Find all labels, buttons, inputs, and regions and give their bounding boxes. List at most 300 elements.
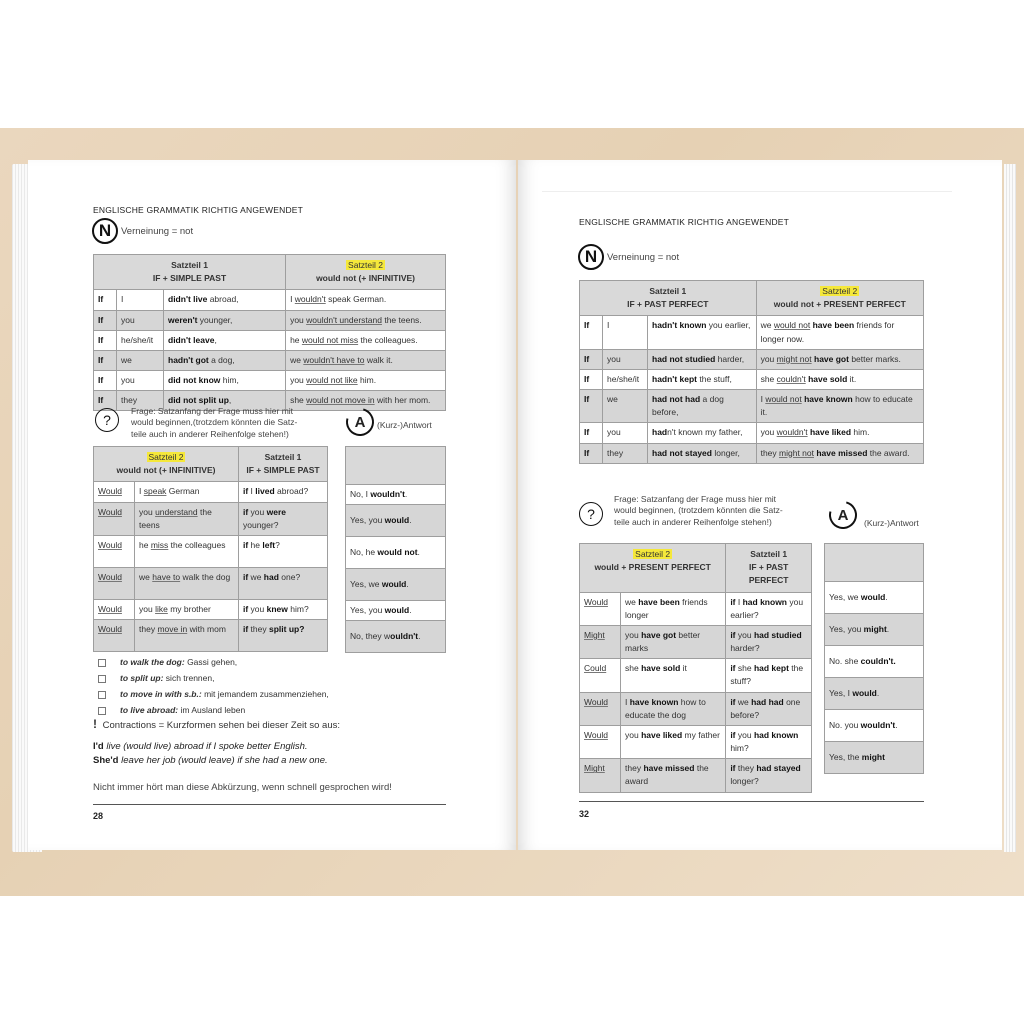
modal-cell	[580, 725, 621, 758]
note-line: would beginnen, (trotzdem könnten die Satz-	[614, 505, 783, 516]
right-negation-table	[579, 280, 924, 464]
modal: might not	[779, 447, 814, 458]
answer-end: .	[418, 631, 421, 642]
rest: the teens.	[381, 314, 422, 325]
main-clause-cell	[621, 592, 726, 625]
rest: younger,	[197, 314, 233, 325]
answer-end: .	[404, 489, 408, 499]
satzteil-2-header	[580, 544, 726, 593]
subject: they	[760, 447, 780, 458]
vocab-definition: mit jemandem zusammenziehen,	[201, 689, 329, 700]
header-subtitle: would not (+ INFINITIVE)	[316, 273, 415, 284]
if-cell	[580, 369, 603, 389]
answer-cell	[825, 742, 924, 774]
table-row	[580, 759, 812, 792]
main-clause-cell	[621, 759, 726, 792]
footer-rule	[579, 801, 924, 802]
satzteil-2-header	[756, 281, 923, 316]
rest: how to educate the dog	[625, 696, 706, 720]
table-row	[580, 725, 812, 758]
verb: had known	[742, 596, 787, 607]
negation-row	[578, 244, 679, 270]
subject: you	[290, 314, 307, 325]
verb: had	[263, 571, 279, 582]
rest: longer,	[711, 447, 740, 458]
rest: friends longer	[625, 596, 708, 620]
right-page	[518, 160, 1002, 850]
negation-n-icon: N	[92, 218, 118, 244]
modal-cell	[94, 535, 135, 567]
modal: Would	[584, 729, 608, 740]
answer-row	[346, 485, 446, 505]
header-subtitle: IF + SIMPLE PAST	[152, 273, 227, 284]
question-icon: ?	[579, 502, 603, 526]
pronoun: they	[607, 447, 624, 458]
left-negation-table	[93, 254, 446, 411]
subject: you	[760, 427, 777, 438]
table-row	[94, 330, 446, 350]
main-clause-cell	[286, 290, 446, 310]
rest: with mom	[187, 624, 226, 635]
subject: I	[625, 696, 630, 707]
main-clause-cell	[756, 390, 923, 423]
rest: harder,	[715, 353, 745, 364]
verb: have sold	[641, 663, 681, 674]
verb: knew	[266, 603, 288, 614]
modal: would not move in	[306, 395, 375, 406]
if-word: If	[98, 314, 104, 325]
bullet-box-icon	[98, 659, 106, 667]
main-clause-cell	[286, 350, 446, 370]
pronoun-cell	[117, 371, 164, 391]
if-clause-cell	[164, 350, 286, 370]
answer-verb: might	[863, 623, 887, 634]
if-clause-cell	[238, 482, 327, 502]
table-row	[94, 535, 328, 567]
rest: it.	[847, 373, 857, 384]
subject: we	[760, 320, 774, 331]
running-head: ENGLISCHE GRAMMATIK RICHTIG ANGEWENDET	[93, 205, 304, 215]
answer-cell	[346, 485, 446, 505]
verb: had known	[753, 729, 799, 740]
answer-end: .	[417, 547, 420, 558]
verb: speak	[143, 486, 167, 497]
pronoun-cell	[603, 443, 648, 463]
if-cell	[94, 310, 117, 330]
answer-row	[346, 537, 446, 569]
if-cell	[94, 290, 117, 310]
contractions-line	[93, 717, 340, 731]
perfect-verb: have sold	[808, 373, 848, 384]
if-word: If	[98, 354, 104, 365]
verb: understand	[155, 506, 198, 517]
if-word: if	[730, 596, 736, 607]
question-note	[614, 494, 783, 528]
header-title: Satzteil 1	[264, 452, 302, 462]
rest: my father	[682, 729, 720, 740]
answer-verb: wouldn't	[370, 489, 405, 499]
rest: the teens	[139, 506, 212, 530]
main-clause-cell	[756, 369, 923, 389]
main-clause-cell	[756, 349, 923, 369]
modal: Would	[98, 571, 122, 582]
contractions-text: Contractions = Kurzformen sehen bei dieser Zeit so aus:	[102, 720, 340, 731]
footer-rule	[93, 804, 446, 805]
if-clause-cell	[726, 659, 812, 692]
subject: you	[290, 375, 307, 386]
if-clause-cell	[164, 310, 286, 330]
if-clause-cell	[726, 592, 812, 625]
if-word: If	[584, 373, 590, 384]
if-clause-cell	[648, 443, 757, 463]
question-note	[131, 406, 297, 440]
vocab-definition: Gassi gehen,	[184, 657, 238, 667]
header-title: Satzteil 1	[171, 260, 208, 270]
subject: we	[625, 596, 639, 607]
subject: you	[625, 729, 642, 740]
left-answer-table	[345, 446, 446, 653]
table-row	[580, 692, 812, 725]
header-subtitle: would not + PRESENT PERFECT	[773, 299, 906, 310]
note-text: Nicht immer hört man diese Abkürzung, wenn schnell gesprochen wird!	[93, 782, 392, 793]
subject: you	[760, 353, 777, 364]
main-clause-cell	[286, 371, 446, 391]
bullet-box-icon	[98, 675, 106, 683]
subject: I	[139, 486, 144, 497]
rest: him?	[287, 603, 309, 614]
header-subtitle: IF + PAST PERFECT	[748, 562, 789, 586]
verb: had not had	[652, 394, 701, 405]
subject: we	[290, 354, 304, 365]
negation-row	[92, 218, 193, 244]
modal: Would	[98, 539, 122, 550]
rest: the stuff,	[697, 373, 732, 384]
rest: n't known my father,	[667, 427, 743, 438]
verb: had kept	[753, 663, 789, 674]
if-cell	[580, 349, 603, 369]
pronoun: you	[121, 375, 135, 386]
answer-cell	[825, 582, 924, 614]
verb: didn't live	[168, 294, 208, 305]
if-word: if	[242, 571, 249, 582]
if-word: if	[242, 624, 249, 635]
vocab-item	[98, 686, 329, 702]
answer-cell	[825, 614, 924, 646]
if-word: If	[584, 427, 590, 438]
if-cell	[94, 350, 117, 370]
if-cell	[580, 423, 603, 443]
answer-label: (Kurz-)Antwort	[864, 518, 919, 528]
subject: you	[248, 603, 267, 614]
answer-icon-wrap	[829, 501, 857, 529]
running-head: ENGLISCHE GRAMMATIK RICHTIG ANGEWENDET	[579, 217, 790, 227]
vocab-definition: im Ausland leben	[178, 705, 246, 716]
left-page	[28, 160, 516, 850]
answer-verb: might	[861, 751, 885, 762]
if-clause-cell	[648, 423, 757, 443]
answer-start: No, he	[350, 547, 378, 558]
verb: had stayed	[756, 763, 801, 774]
verb: had	[652, 427, 668, 438]
exclamation-icon: !	[93, 717, 97, 731]
page-number: 32	[579, 809, 590, 819]
header-subtitle: IF + SIMPLE PAST	[246, 465, 320, 476]
if-word: if	[730, 729, 736, 740]
subject: they	[735, 763, 757, 774]
table-row	[580, 592, 812, 625]
header-title: Satzteil 1	[750, 549, 788, 559]
main-clause-cell	[756, 443, 923, 463]
answer-verb: wouldn't	[860, 719, 896, 730]
if-clause-cell	[648, 349, 757, 369]
subject: you	[735, 729, 754, 740]
rest: the award.	[867, 447, 910, 458]
page-number: 28	[93, 811, 104, 821]
verb: have to	[152, 571, 181, 582]
if-word: if	[730, 629, 736, 640]
pronoun-cell	[117, 290, 164, 310]
rest: the colleagues	[168, 539, 226, 550]
main-clause-cell	[135, 502, 239, 535]
rest: with her mom.	[374, 395, 431, 406]
main-clause-cell	[621, 625, 726, 658]
answer-letter: A	[354, 413, 366, 431]
answer-end: .	[886, 623, 890, 634]
modal: Might	[584, 763, 605, 774]
if-clause-cell	[238, 567, 327, 599]
rest: it	[680, 663, 687, 674]
answer-start: Yes, you	[829, 623, 864, 634]
perfect-verb: have missed	[816, 447, 868, 458]
rest: walk it.	[364, 354, 393, 365]
main-clause-cell	[135, 482, 239, 502]
modal-cell	[580, 692, 621, 725]
if-cell	[580, 443, 603, 463]
vocab-term: to split up:	[120, 673, 164, 684]
negation-label: Verneinung = not	[607, 251, 680, 263]
negation-n-icon: N	[578, 244, 604, 270]
if-clause-cell	[726, 692, 812, 725]
verb: hadn't kept	[652, 373, 697, 384]
answer-cell	[825, 710, 924, 742]
verb: have been	[638, 596, 680, 607]
example-2	[93, 754, 328, 768]
subject: they	[248, 624, 269, 635]
answer-cell	[346, 569, 446, 601]
answer-cell	[346, 601, 446, 621]
answer-end: .	[409, 515, 412, 526]
modal: would not	[773, 320, 811, 331]
answer-start: Yes, the	[829, 751, 862, 762]
pronoun: they	[121, 395, 138, 406]
answer-end: .	[409, 605, 412, 616]
answer-row	[346, 601, 446, 621]
answer-start: No, they w	[350, 631, 391, 642]
rest: abroad?	[274, 486, 309, 497]
if-clause-cell	[238, 535, 327, 567]
answer-end: .	[895, 719, 898, 730]
subject: we	[735, 696, 752, 707]
answer-row	[346, 505, 446, 537]
answer-verb: would not	[377, 547, 418, 558]
vocab-item	[98, 670, 329, 686]
subject: you	[139, 603, 156, 614]
rest: friends for longer now.	[760, 320, 895, 344]
if-clause-cell	[164, 330, 286, 350]
highlighted-header: Satzteil 2	[635, 549, 671, 559]
verb: had not studied	[652, 353, 716, 364]
pronoun: you	[607, 427, 621, 438]
if-clause-cell	[238, 599, 327, 619]
subject: they	[625, 763, 644, 774]
subject: she	[625, 663, 642, 674]
modal: would not like	[306, 375, 358, 386]
verb: did not know	[168, 375, 221, 386]
contraction: I'd	[93, 741, 104, 752]
main-clause-cell	[135, 535, 239, 567]
sentence: leave her job (would leave) if she had a new one.	[118, 755, 328, 767]
pronoun: you	[607, 353, 621, 364]
table-row	[94, 599, 328, 619]
modal: wouldn't	[294, 294, 326, 305]
rest: him,	[220, 375, 239, 386]
answer-header-blank	[825, 544, 924, 582]
table-row	[580, 390, 924, 423]
subject: they	[139, 624, 158, 635]
answer-letter: A	[837, 506, 849, 524]
pronoun-cell	[117, 330, 164, 350]
modal-cell	[580, 759, 621, 792]
if-clause-cell	[726, 625, 812, 658]
verb: had not stayed	[652, 447, 712, 458]
main-clause-cell	[621, 659, 726, 692]
modal-cell	[580, 659, 621, 692]
answer-verb: would	[852, 687, 877, 698]
satzteil-1-header	[238, 447, 327, 482]
pronoun-cell	[117, 350, 164, 370]
note-line: would beginnen,(trotzdem könnten die Satz-	[131, 417, 298, 428]
answer-verb: would	[384, 605, 410, 616]
modal: wouldn't	[776, 427, 808, 438]
subject: she	[735, 663, 754, 674]
pronoun-cell	[603, 316, 648, 349]
if-word: if	[730, 763, 736, 774]
modal-cell	[94, 599, 135, 619]
modal-cell	[94, 620, 135, 652]
answer-verb: would	[381, 579, 407, 590]
table-row	[94, 310, 446, 330]
header-subtitle: IF + PAST PERFECT	[627, 299, 709, 310]
answer-cell	[825, 646, 924, 678]
header-subtitle: would not (+ INFINITIVE)	[116, 465, 216, 476]
answer-verb: would	[384, 515, 410, 526]
if-word: If	[98, 395, 104, 406]
answer-row	[825, 710, 924, 742]
note-line: teile auch in anderer Reihenfolge stehen!)	[131, 428, 289, 439]
subject: I	[735, 596, 743, 607]
if-cell	[580, 390, 603, 423]
answer-start: Yes, we	[350, 579, 382, 590]
table-row	[94, 567, 328, 599]
top-rule	[542, 191, 952, 192]
verb: have liked	[641, 729, 683, 740]
rest: him.	[357, 375, 377, 386]
verb: were	[266, 506, 286, 517]
subject: you	[735, 629, 754, 640]
answer-row	[346, 621, 446, 653]
answer-row	[825, 646, 924, 678]
verb: have missed	[643, 763, 695, 774]
answer-icon	[346, 408, 374, 436]
subject: you	[139, 506, 156, 517]
main-clause-cell	[135, 567, 239, 599]
rest: my brother	[167, 603, 211, 614]
if-word: if	[242, 506, 249, 517]
rest: harder?	[730, 643, 760, 654]
if-clause-cell	[164, 371, 286, 391]
answer-header-blank	[346, 447, 446, 485]
rest: him.	[851, 427, 870, 438]
table-row	[94, 482, 328, 502]
rest: longer?	[730, 776, 759, 787]
subject: we	[248, 571, 264, 582]
answer-cell	[825, 678, 924, 710]
modal-cell	[580, 592, 621, 625]
pronoun: we	[121, 354, 132, 365]
answer-cell	[346, 505, 446, 537]
verb: hadn't got	[168, 354, 209, 365]
answer-row	[825, 614, 924, 646]
vocab-definition: sich trennen,	[163, 673, 215, 684]
rest: one?	[278, 571, 301, 582]
header-title: Satzteil 1	[649, 286, 687, 296]
if-clause-cell	[238, 502, 327, 535]
rest: you earlier?	[730, 596, 804, 620]
subject: he	[290, 334, 302, 345]
main-clause-cell	[286, 310, 446, 330]
highlighted-header: Satzteil 2	[148, 452, 184, 462]
table-row	[94, 290, 446, 310]
table-row	[580, 443, 924, 463]
rest: a dog before,	[652, 394, 724, 418]
pronoun-cell	[603, 369, 648, 389]
pronoun-cell	[603, 349, 648, 369]
if-clause-cell	[648, 369, 757, 389]
vocab-term: to walk the dog:	[120, 657, 185, 667]
answer-row	[825, 678, 924, 710]
modal: wouldn't understand	[306, 314, 382, 325]
rest: the colleagues.	[358, 334, 418, 345]
if-cell	[94, 330, 117, 350]
page-stack-right	[1004, 164, 1016, 852]
verb: like	[155, 603, 168, 614]
pronoun-cell	[603, 423, 648, 443]
rest: better marks.	[848, 353, 901, 364]
open-book	[12, 158, 1016, 854]
if-word: If	[98, 294, 104, 305]
table-row	[580, 659, 812, 692]
satzteil-1-header	[94, 255, 286, 290]
modal: couldn't	[776, 373, 806, 384]
answer-icon-wrap	[346, 408, 374, 436]
main-clause-cell	[621, 725, 726, 758]
vocabulary-list	[98, 654, 329, 719]
answer-verb: couldn't.	[860, 655, 896, 666]
answer-start: Yes, I	[829, 687, 853, 698]
question-icon-wrap	[95, 408, 119, 432]
subject: he	[248, 539, 263, 550]
right-question-table	[579, 543, 812, 793]
